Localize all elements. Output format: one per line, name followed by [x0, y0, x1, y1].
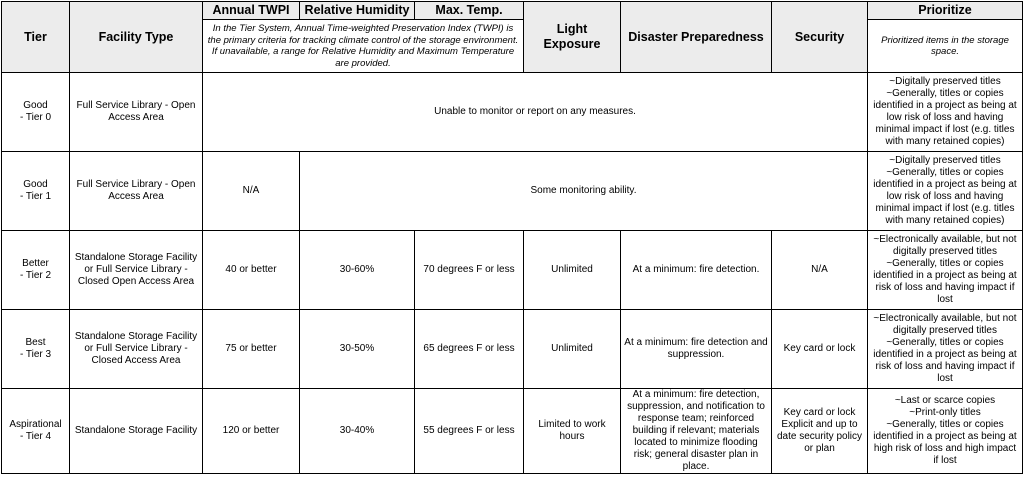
- disaster-preparedness-cell: At a minimum: fire detection.: [621, 231, 772, 310]
- prioritize-line: ~Last or scarce copies: [894, 395, 996, 406]
- tier-cell: [2, 389, 70, 474]
- tier-cell: [2, 231, 70, 310]
- merged-measures-cell: Unable to monitor or report on any measures.: [203, 73, 868, 152]
- header-tier: Tier: [2, 2, 70, 73]
- tier-name: Better: [22, 258, 49, 269]
- light-exposure-cell: Unlimited: [524, 310, 621, 389]
- facility-type-cell: Full Service Library - Open Access Area: [70, 152, 203, 231]
- disaster-preparedness-cell: At a minimum: fire detection, suppression, and notification to response team; reinforced building if relevant; materials located to minimize flooding risk; general disaster plan in place.: [621, 389, 772, 474]
- light-exposure-cell: Unlimited: [524, 231, 621, 310]
- prioritize-line: ~Electronically available, but not digitally preserved titles: [873, 234, 1017, 257]
- max-temp-cell: 70 degrees F or less: [415, 231, 524, 310]
- tier-system-table: [1, 1, 1023, 474]
- relative-humidity-cell: 30-40%: [300, 389, 415, 474]
- prioritize-note: Prioritized items in the storage space.: [868, 20, 1023, 73]
- facility-type-cell: Standalone Storage Facility or Full Service Library - Closed Access Area: [70, 310, 203, 389]
- prioritize-line: ~Electronically available, but not digitally preserved titles: [873, 313, 1017, 336]
- security-cell: N/A: [772, 231, 868, 310]
- tier-level: - Tier 1: [19, 191, 52, 202]
- header-prioritize: Prioritize: [868, 2, 1023, 20]
- header-relative-humidity: Relative Humidity: [300, 2, 415, 20]
- tier-cell: [2, 152, 70, 231]
- tier-level: - Tier 3: [19, 349, 52, 360]
- header-max-temp: Max. Temp.: [415, 2, 524, 20]
- prioritize-cell: [868, 310, 1023, 389]
- table-row-tier-1: [2, 152, 1023, 231]
- disaster-preparedness-cell: At a minimum: fire detection and suppression.: [621, 310, 772, 389]
- security-line: Key card or lock: [783, 407, 856, 418]
- max-temp-cell: 55 degrees F or less: [415, 389, 524, 474]
- prioritize-cell: [868, 231, 1023, 310]
- prioritize-cell: [868, 73, 1023, 152]
- table-row-tier-0: [2, 73, 1023, 152]
- prioritize-line: ~Generally, titles or copies identified in a project as being at risk of loss and having impact if lost: [873, 337, 1017, 384]
- security-cell: [772, 389, 868, 474]
- tier-name: Aspirational: [9, 419, 62, 430]
- header-light-exposure: Light Exposure: [524, 2, 621, 73]
- header-annual-twpi: Annual TWPI: [203, 2, 300, 20]
- annual-twpi-cell: N/A: [203, 152, 300, 231]
- tier-cell: [2, 310, 70, 389]
- header-security: Security: [772, 2, 868, 73]
- facility-type-cell: Full Service Library - Open Access Area: [70, 73, 203, 152]
- prioritize-line: ~Generally, titles or copies identified in a project as being at low risk of loss and having minimal impact if lost (e.g. titles with many retained copies): [873, 167, 1017, 226]
- tier-level: - Tier 4: [19, 431, 52, 442]
- tier-name: Good: [23, 100, 48, 111]
- annual-twpi-cell: 120 or better: [203, 389, 300, 474]
- facility-type-cell: Standalone Storage Facility: [70, 389, 203, 474]
- prioritize-line: ~Generally, titles or copies identified in a project as being at high risk of loss and high impact if lost: [873, 419, 1017, 466]
- annual-twpi-cell: 40 or better: [203, 231, 300, 310]
- facility-type-cell: Standalone Storage Facility or Full Service Library - Closed Open Access Area: [70, 231, 203, 310]
- light-exposure-cell: Limited to work hours: [524, 389, 621, 474]
- tier-name: Best: [25, 337, 46, 348]
- prioritize-cell: [868, 152, 1023, 231]
- header-row-top: [2, 2, 1023, 20]
- header-disaster-preparedness: Disaster Preparedness: [621, 2, 772, 73]
- merged-measures-cell: Some monitoring ability.: [300, 152, 868, 231]
- prioritize-line: ~Print-only titles: [909, 407, 981, 418]
- table-row-tier-3: [2, 310, 1023, 389]
- relative-humidity-cell: 30-50%: [300, 310, 415, 389]
- twpi-criteria-note: In the Tier System, Annual Time-weighted Preservation Index (TWPI) is the primary criteria for tracking climate control of the storage environment. If unavailable, a range for Relative Humidity and Maximum Temperature are provided.: [203, 20, 524, 73]
- tier-level: - Tier 0: [19, 112, 52, 123]
- security-line: Explicit and up to date security policy or plan: [776, 419, 863, 454]
- max-temp-cell: 65 degrees F or less: [415, 310, 524, 389]
- prioritize-line: ~Generally, titles or copies identified in a project as being at low risk of loss and having minimal impact if lost (e.g. titles with many retained copies): [873, 88, 1017, 147]
- header-facility-type: Facility Type: [70, 2, 203, 73]
- annual-twpi-cell: 75 or better: [203, 310, 300, 389]
- tier-cell: [2, 73, 70, 152]
- tier-level: - Tier 2: [19, 270, 52, 281]
- table-row-tier-4: [2, 389, 1023, 474]
- prioritize-line: ~Digitally preserved titles: [889, 155, 1001, 166]
- relative-humidity-cell: 30-60%: [300, 231, 415, 310]
- prioritize-line: ~Digitally preserved titles: [889, 76, 1001, 87]
- table-row-tier-2: [2, 231, 1023, 310]
- prioritize-line: ~Generally, titles or copies identified in a project as being at risk of loss and having impact if lost: [873, 258, 1017, 305]
- security-cell: Key card or lock: [772, 310, 868, 389]
- tier-name: Good: [23, 179, 48, 190]
- prioritize-cell: [868, 389, 1023, 474]
